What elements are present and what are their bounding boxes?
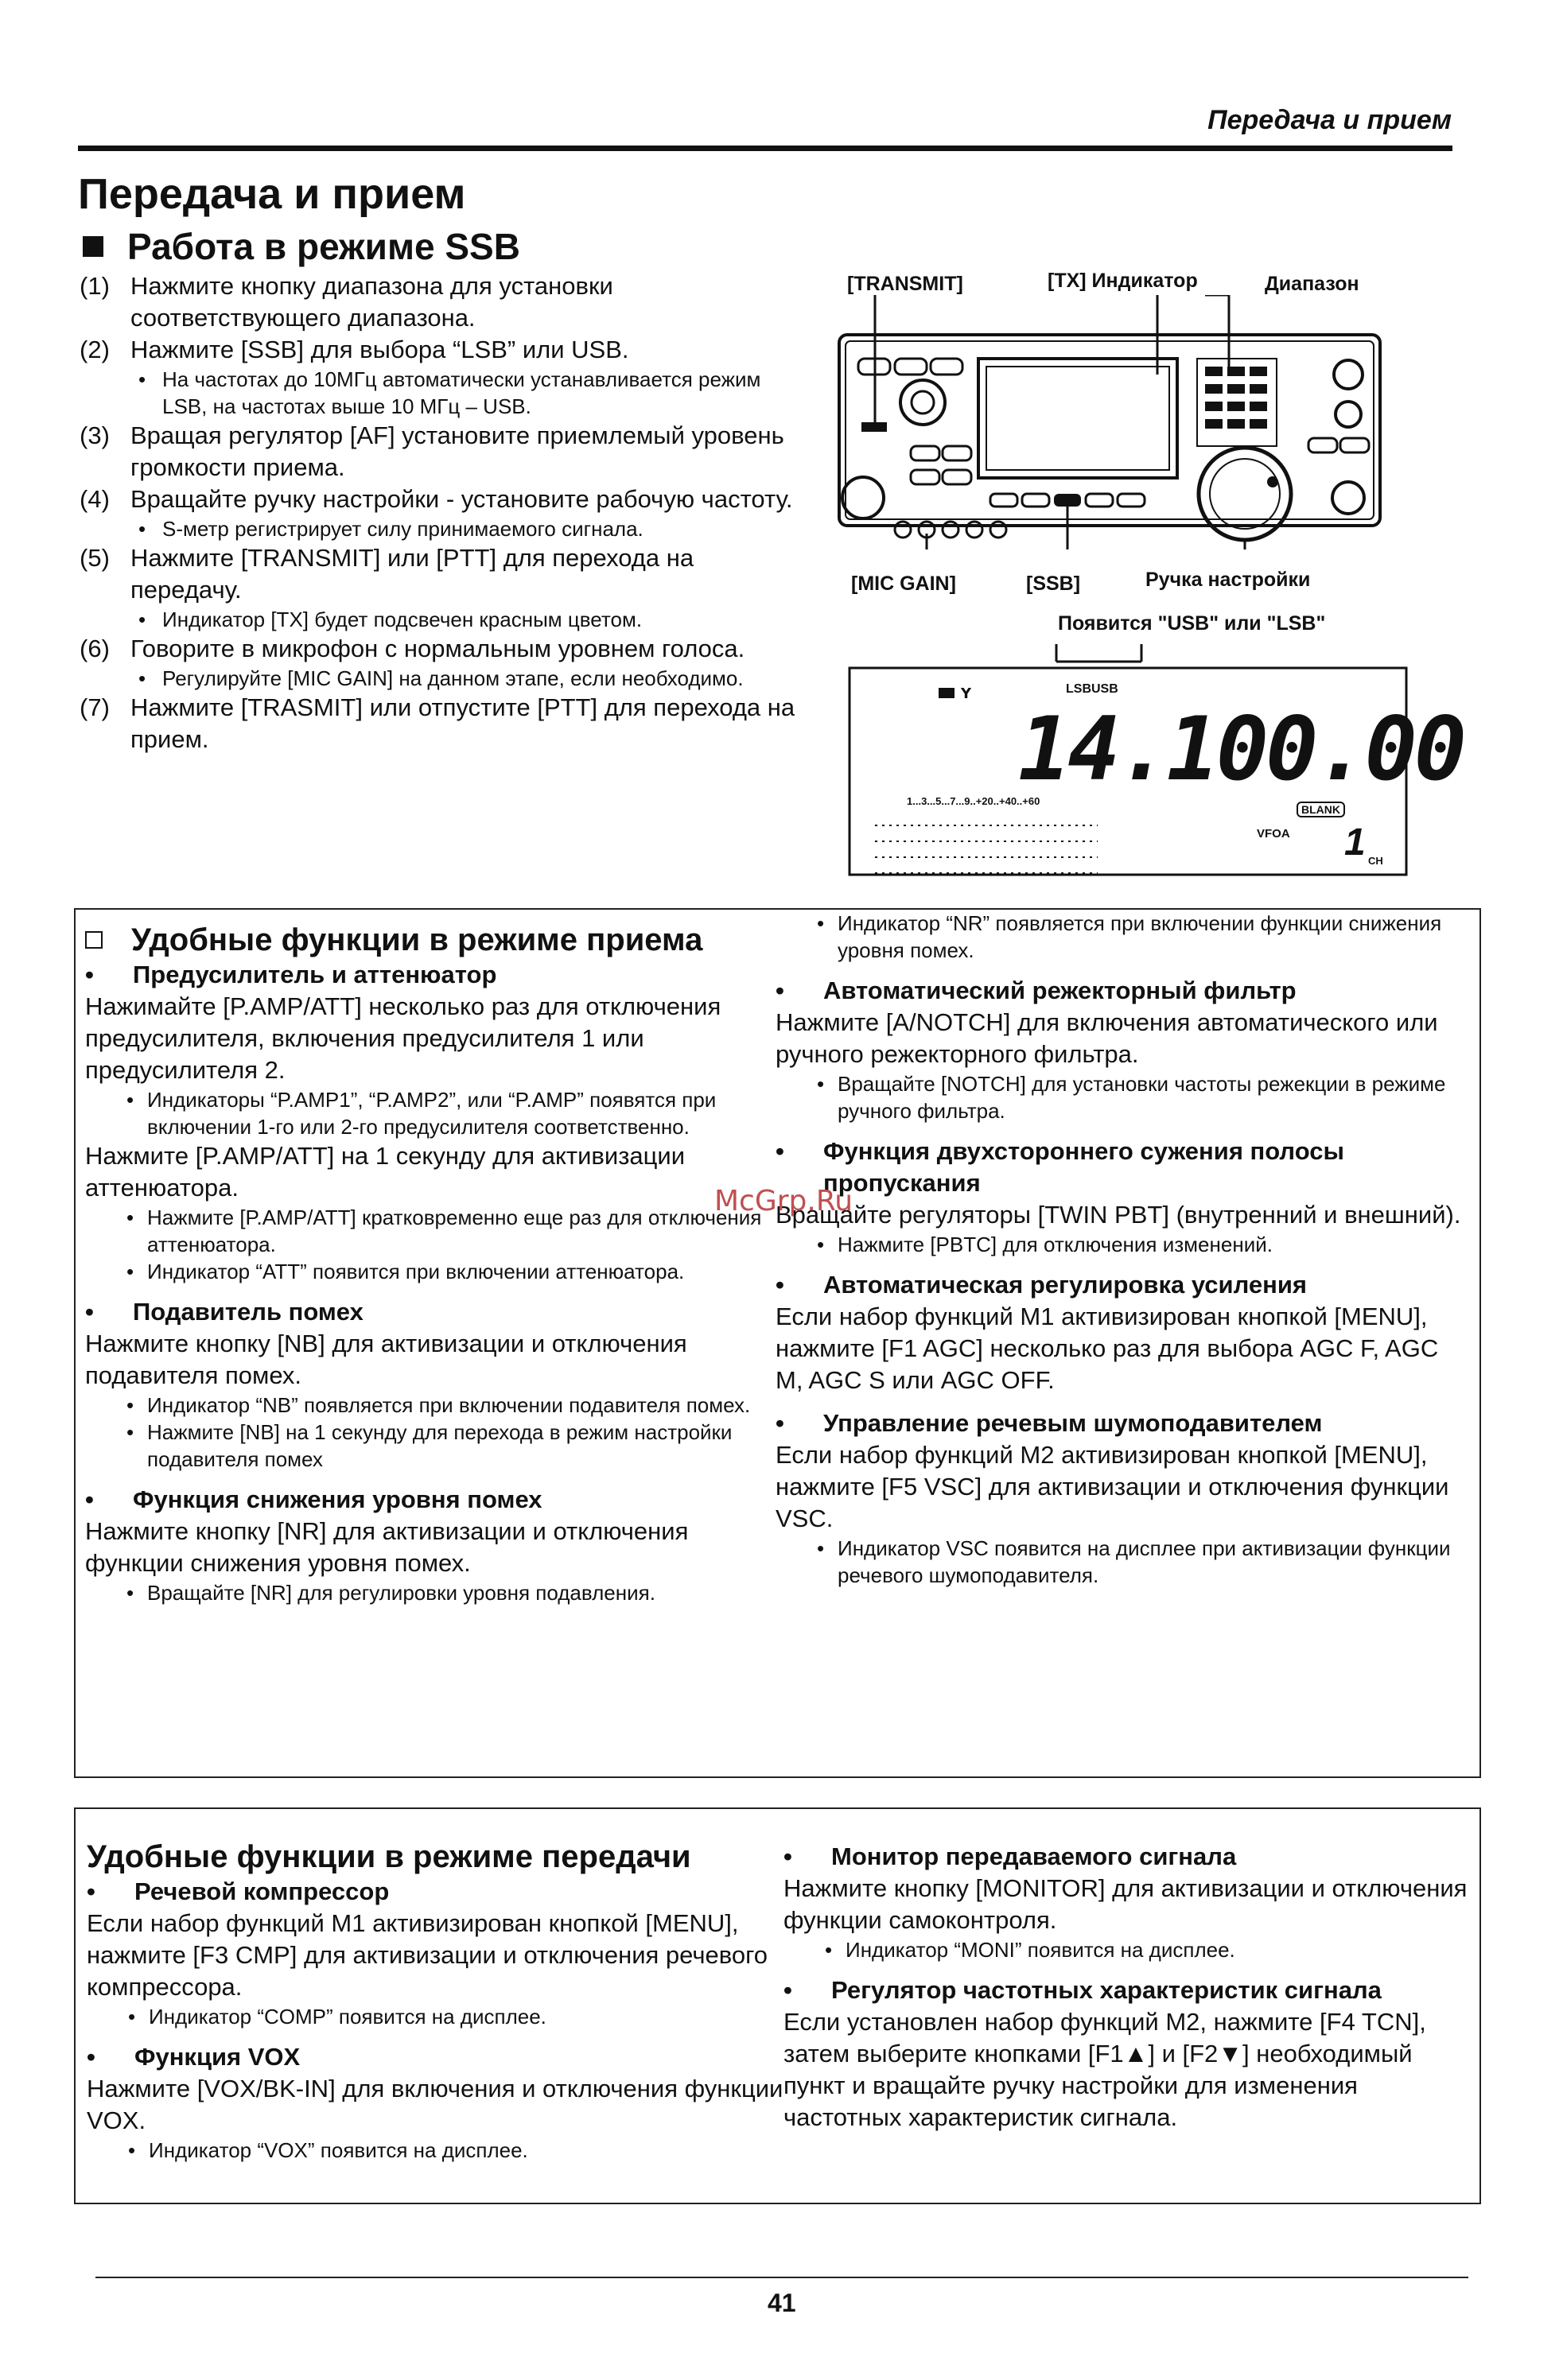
- ssb-step-text: Нажмите [SSB] для выбора “LSB” или USB.: [130, 336, 629, 363]
- lcd-meter-bars: [859, 817, 1122, 881]
- note-item-text: Вращайте [NOTCH] для установки частоты режекции в режиме ручного фильтра.: [838, 1072, 1446, 1123]
- note-item: [817, 1535, 1468, 1589]
- lcd-channel: 1: [1344, 821, 1366, 864]
- note-item-text: Индикатор “COMP” появится на дисплее.: [149, 2005, 546, 2029]
- subsection-heading: [776, 1407, 1468, 1439]
- ssb-step: [80, 420, 795, 483]
- ssb-step-number: (4): [80, 485, 110, 513]
- note-item: [817, 1231, 1468, 1258]
- ssb-step-text: Нажмите [TRASMIT] или отпустите [PTT] для перехода на прием.: [130, 693, 795, 753]
- spacer: [85, 1473, 793, 1484]
- bullet-icon: •: [85, 961, 94, 988]
- label-transmit: [TRANSMIT]: [847, 273, 963, 295]
- note-item-text: Индикатор VSC появится на дисплее при активизации функции речевого шумоподавителя.: [838, 1536, 1451, 1587]
- paragraph: Если набор функций M2 активизирован кнопкой [MENU], нажмите [F5 VSC] для активизации и отключения функции VSC.: [776, 1441, 1449, 1532]
- section-heading-ssb-text: Работа в режиме SSB: [127, 226, 520, 267]
- note-item-text: Нажмите [NB] на 1 секунду для перехода в режим настройки подавителя помех: [147, 1420, 733, 1471]
- ssb-step: [80, 633, 795, 665]
- lcd-scale: 1...3...5...7...9..+20..+40..+60: [907, 795, 1040, 807]
- paragraph: Нажмите кнопку [NR] для активизации и отключения функции снижения уровня помех.: [85, 1517, 689, 1577]
- note-item-text: Нажмите [P.AMP/ATT] кратковременно еще раз для отключения аттенюатора.: [147, 1206, 762, 1256]
- lcd-frequency: 14.100.00: [1018, 698, 1464, 800]
- ssb-step-text: Говорите в микрофон с нормальным уровнем голоса.: [130, 635, 745, 662]
- receive-left-column: [85, 924, 793, 1606]
- subsection-heading-text: Функция VOX: [134, 2043, 301, 2071]
- note-item: [817, 1070, 1468, 1124]
- note-item: [126, 1419, 793, 1473]
- receive-right-column: [776, 910, 1468, 1589]
- ssb-step-number: (6): [80, 635, 110, 662]
- paragraph: Нажмите кнопку [MONITOR] для активизации и отключения функции самоконтроля.: [783, 1874, 1468, 1934]
- ssb-step: [80, 542, 795, 606]
- ssb-step-text: Вращая регулятор [AF] установите приемлемый уровень громкости приема.: [130, 421, 784, 481]
- subsection-heading-text: Функция снижения уровня помех: [133, 1485, 542, 1513]
- bullet-icon: •: [776, 1137, 784, 1165]
- ssb-step-text: Вращайте ручку настройки - установите рабочую частоту.: [130, 485, 793, 513]
- subsection-heading: [776, 1269, 1468, 1301]
- bullet-icon: •: [128, 2005, 136, 2029]
- label-tx-indicator: [TX] Индикатор: [1048, 270, 1198, 292]
- subsection-heading: [85, 959, 793, 991]
- bullet-icon: •: [85, 1298, 94, 1326]
- ssb-step-note: [138, 665, 795, 692]
- receive-functions-box: [74, 908, 1481, 1778]
- bullet-icon: •: [825, 1938, 833, 1962]
- paragraph: Нажмите [VOX/BK-IN] для включения и отключения функции VOX.: [87, 2075, 783, 2134]
- bullet-icon: •: [126, 1206, 134, 1229]
- subsection-heading-text: Автоматическая регулировка усиления: [823, 1271, 1307, 1299]
- radio-panel-drawing: [831, 295, 1412, 549]
- watermark: McGrp.Ru: [714, 1185, 853, 1217]
- label-mic-gain: [MIC GAIN]: [851, 573, 956, 595]
- lcd-vfo: VFOA: [1257, 827, 1290, 841]
- ssb-steps-list: [80, 270, 795, 755]
- ssb-step-text: Нажмите [TRANSMIT] или [PTT] для перехода на передачу.: [130, 544, 694, 604]
- ssb-step-note-text: Индикатор [TX] будет подсвечен красным цветом.: [162, 608, 643, 631]
- paragraph: Нажмите [A/NOTCH] для включения автоматического или ручного режекторного фильтра.: [776, 1008, 1438, 1068]
- lcd-caption: Появится "USB" или "LSB": [1058, 612, 1326, 635]
- spacer: [776, 1258, 1468, 1269]
- ssb-step: [80, 334, 795, 366]
- bullet-icon: •: [817, 1536, 825, 1560]
- ssb-step: [80, 270, 795, 334]
- transmit-box-title: Удобные функции в режиме передачи: [87, 1839, 691, 1874]
- bullet-icon: •: [126, 1088, 134, 1112]
- bullet-icon: •: [776, 1409, 784, 1437]
- lcd-display-figure: [843, 612, 1464, 891]
- svg-text:Y: Y: [961, 685, 972, 702]
- paragraph: Нажмите кнопку [NB] для активизации и отключения подавителя помех.: [85, 1330, 687, 1389]
- subsection-heading-text: Управление речевым шумоподавителем: [823, 1409, 1323, 1437]
- lcd-mode-indicator: LSBUSB: [1066, 682, 1118, 696]
- note-item-text: Индикатор “ATT” появится при включении аттенюатора.: [147, 1260, 685, 1283]
- note-item: [126, 1258, 793, 1285]
- section-heading-ssb: [83, 225, 520, 268]
- ssb-step-note: [138, 606, 795, 633]
- ssb-step-number: (2): [80, 336, 110, 363]
- bullet-icon: •: [126, 1393, 134, 1417]
- ssb-step: [80, 483, 795, 515]
- bullet-icon: •: [783, 1976, 792, 2004]
- bullet-icon: •: [817, 1233, 825, 1256]
- radio-panel-figure: [831, 266, 1412, 608]
- paragraph: Если набор функций M1 активизирован кнопкой [MENU], нажмите [F3 CMP] для активизации и отключения речевого компрессора.: [87, 1909, 768, 2001]
- lcd-blank-indicator: BLANK: [1297, 802, 1345, 817]
- bullet-icon: •: [138, 517, 146, 541]
- paragraph: Вращайте регуляторы [TWIN PBT] (внутренний и внешний).: [776, 1201, 1461, 1229]
- note-item-text: Индикатор “NR” появляется при включении функции снижения уровня помех.: [838, 911, 1442, 962]
- running-title: Передача и прием: [1207, 105, 1452, 135]
- note-item-text: Индикатор “NB” появляется при включении подавителя помех.: [147, 1393, 751, 1417]
- note-item: [825, 1936, 1468, 1963]
- note-item: [128, 2003, 787, 2030]
- receive-box-title: [85, 924, 793, 956]
- subsection-heading: [87, 2041, 787, 2073]
- subsection-heading-text: Предусилитель и аттенюатор: [133, 961, 497, 988]
- bullet-icon: •: [128, 2138, 136, 2162]
- ssb-step-text: Нажмите кнопку диапазона для установки соответствующего диапазона.: [130, 272, 613, 332]
- paragraph: Нажимайте [P.AMP/ATT] несколько раз для отключения предусилителя, включения предусилителя 1 или предусилителя 2.: [85, 992, 721, 1084]
- subsection-heading-text: Функция двухстороннего сужения полосы пропускания: [823, 1137, 1344, 1197]
- paragraph: Если установлен набор функций M2, нажмите [F4 TCN], затем выберите кнопками [F1▲] и [F2▼] необходимый пункт и вращайте ручку настройки для изменения частотных характеристик сигнала.: [783, 2008, 1426, 2131]
- bullet-icon: •: [126, 1581, 134, 1605]
- bullet-icon: •: [126, 1420, 134, 1444]
- note-item-text: Индикатор “VOX” появится на дисплее.: [149, 2138, 528, 2162]
- note-item-text: Вращайте [NR] для регулировки уровня подавления.: [147, 1581, 655, 1605]
- spacer: [776, 1124, 1468, 1136]
- note-item-text: Нажмите [PBTC] для отключения изменений.: [838, 1233, 1273, 1256]
- header-rule: [78, 146, 1452, 151]
- bullet-icon: •: [817, 1072, 825, 1096]
- bullet-icon: •: [138, 367, 146, 391]
- subsection-heading: [776, 975, 1468, 1007]
- bullet-icon: •: [776, 976, 784, 1004]
- ssb-step: [80, 692, 795, 755]
- bullet-icon: •: [126, 1260, 134, 1283]
- ssb-step-note: [138, 515, 795, 542]
- note-item: [126, 1579, 793, 1606]
- ssb-step-number: (5): [80, 544, 110, 572]
- subsection-heading-text: Автоматический режекторный фильтр: [823, 976, 1297, 1004]
- label-ssb: [SSB]: [1026, 573, 1081, 595]
- note-item: [126, 1086, 793, 1140]
- spacer: [776, 964, 1468, 975]
- spacer: [85, 1285, 793, 1296]
- bullet-icon: •: [783, 1842, 792, 1870]
- subsection-heading: [776, 1136, 1468, 1199]
- subsection-heading-text: Речевой компрессор: [134, 1877, 390, 1905]
- note-item-text: Индикаторы “P.AMP1”, “P.AMP2”, или “P.AMP” появятся при включении 1-го или 2-го предусилителя соответственно.: [147, 1088, 717, 1139]
- ssb-step-note-text: S-метр регистрирует силу принимаемого сигнала.: [162, 517, 643, 541]
- subsection-heading-text: Подавитель помех: [133, 1298, 364, 1326]
- transmit-functions-box: [74, 1807, 1481, 2204]
- hollow-square-bullet-icon: [85, 931, 103, 949]
- bullet-icon: •: [138, 608, 146, 631]
- transmit-right-column: [783, 1841, 1468, 2133]
- paragraph: Если набор функций M1 активизирован кнопкой [MENU], нажмите [F1 AGC] несколько раз для выбора AGC F, AGC M, AGC S или AGC OFF.: [776, 1303, 1439, 1394]
- receive-box-title-text: Удобные функции в режиме приема: [131, 922, 703, 957]
- transmit-left-column: [87, 1841, 787, 2164]
- page-number: 41: [768, 2289, 796, 2317]
- bullet-icon: •: [138, 666, 146, 690]
- page-title: Передача и прием: [78, 170, 466, 218]
- subsection-heading-text: Монитор передаваемого сигнала: [831, 1842, 1237, 1870]
- bullet-icon: •: [817, 911, 825, 935]
- paragraph: Нажмите [P.AMP/ATT] на 1 секунду для активизации аттенюатора.: [85, 1142, 686, 1202]
- ssb-step-number: (7): [80, 693, 110, 721]
- lcd-ch-label: CH: [1368, 855, 1383, 867]
- spacer: [87, 2030, 787, 2041]
- subsection-heading: [783, 1974, 1468, 2006]
- bullet-icon: •: [776, 1271, 784, 1299]
- ssb-step-number: (3): [80, 421, 110, 449]
- subsection-heading: [783, 1841, 1468, 1873]
- label-tuning-knob: Ручка настройки: [1145, 569, 1311, 591]
- ssb-step-note: [138, 366, 795, 420]
- note-item: [126, 1204, 793, 1258]
- subsection-heading-text: Регулятор частотных характеристик сигнала: [831, 1976, 1382, 2004]
- bullet-icon: •: [87, 1877, 95, 1905]
- square-bullet-icon: [83, 236, 103, 257]
- subsection-heading: [85, 1296, 793, 1328]
- subsection-heading: [85, 1484, 793, 1516]
- spacer: [783, 1963, 1468, 1974]
- note-item-text: Индикатор “MONI” появится на дисплее.: [846, 1938, 1235, 1962]
- note-item: [817, 910, 1468, 964]
- ssb-step-note-text: На частотах до 10МГц автоматически устанавливается режим LSB, на частотах выше 10 МГц – USB.: [162, 367, 761, 418]
- spacer: [776, 1396, 1468, 1407]
- bullet-icon: •: [85, 1485, 94, 1513]
- label-band: Диапазон: [1265, 273, 1359, 295]
- subsection-heading: [87, 1876, 787, 1908]
- note-item: [126, 1392, 793, 1419]
- ssb-step-note-text: Регулируйте [MIC GAIN] на данном этапе, если необходимо.: [162, 666, 744, 690]
- bullet-icon: •: [87, 2043, 95, 2071]
- note-item: [128, 2137, 787, 2164]
- footer-rule: [95, 2277, 1468, 2278]
- ssb-step-number: (1): [80, 272, 110, 300]
